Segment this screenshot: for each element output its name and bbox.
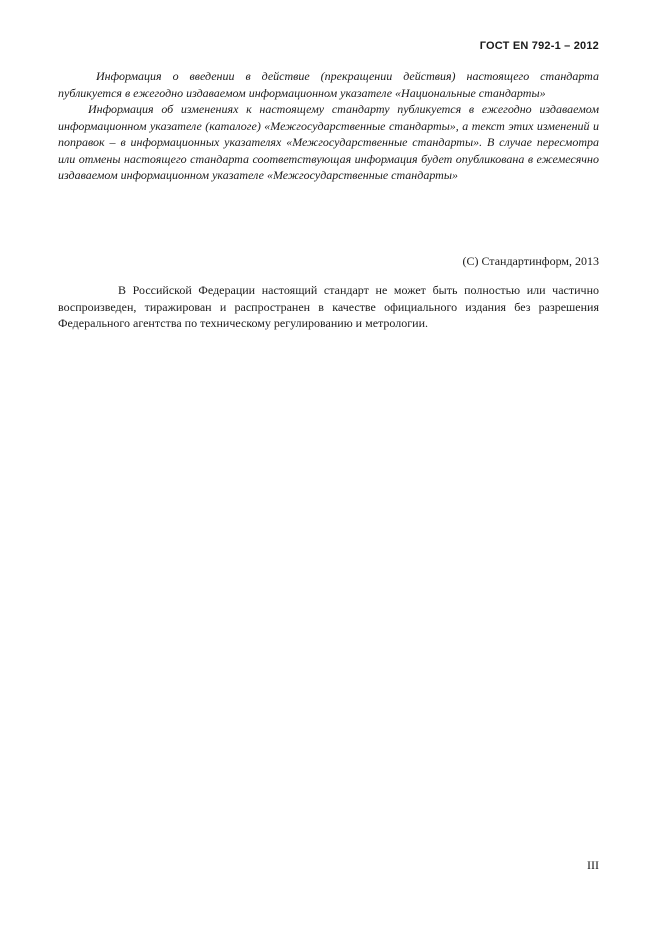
info-paragraph-changes: Информация об изменениях к настоящему стандарту публикуется в ежегодно издаваемом информационном указателе (каталоге) «Межгосударственные стандарты», а текст этих изменений и поправок – в информационных указателях «Межгосударственные стандарты». В случае пересмотра или отмены настоящего стандарта соответствующая информация будет опубликована в ежемесячно издаваемом информационном указателе «Межгосударственные стандарты»: [58, 102, 599, 182]
copyright-notice: (C) Стандартинформ, 2013: [462, 254, 599, 268]
publication-info-block: [58, 68, 599, 184]
info-paragraph-introduction: Информация о введении в действие (прекращении действия) настоящего стандарта публикуется в ежегодно издаваемом информационном указателе «Национальные стандарты»: [58, 69, 599, 100]
document-header-code: ГОСТ EN 792-1 – 2012: [479, 40, 599, 52]
rights-notice: В Российской Федерации настоящий стандарт не может быть полностью или частично воспроизведен, тиражирован и распространен в качестве официального издания без разрешения Федерального агентства по техническому регулированию и метрологии.: [58, 283, 599, 330]
page-number: III: [587, 858, 599, 872]
